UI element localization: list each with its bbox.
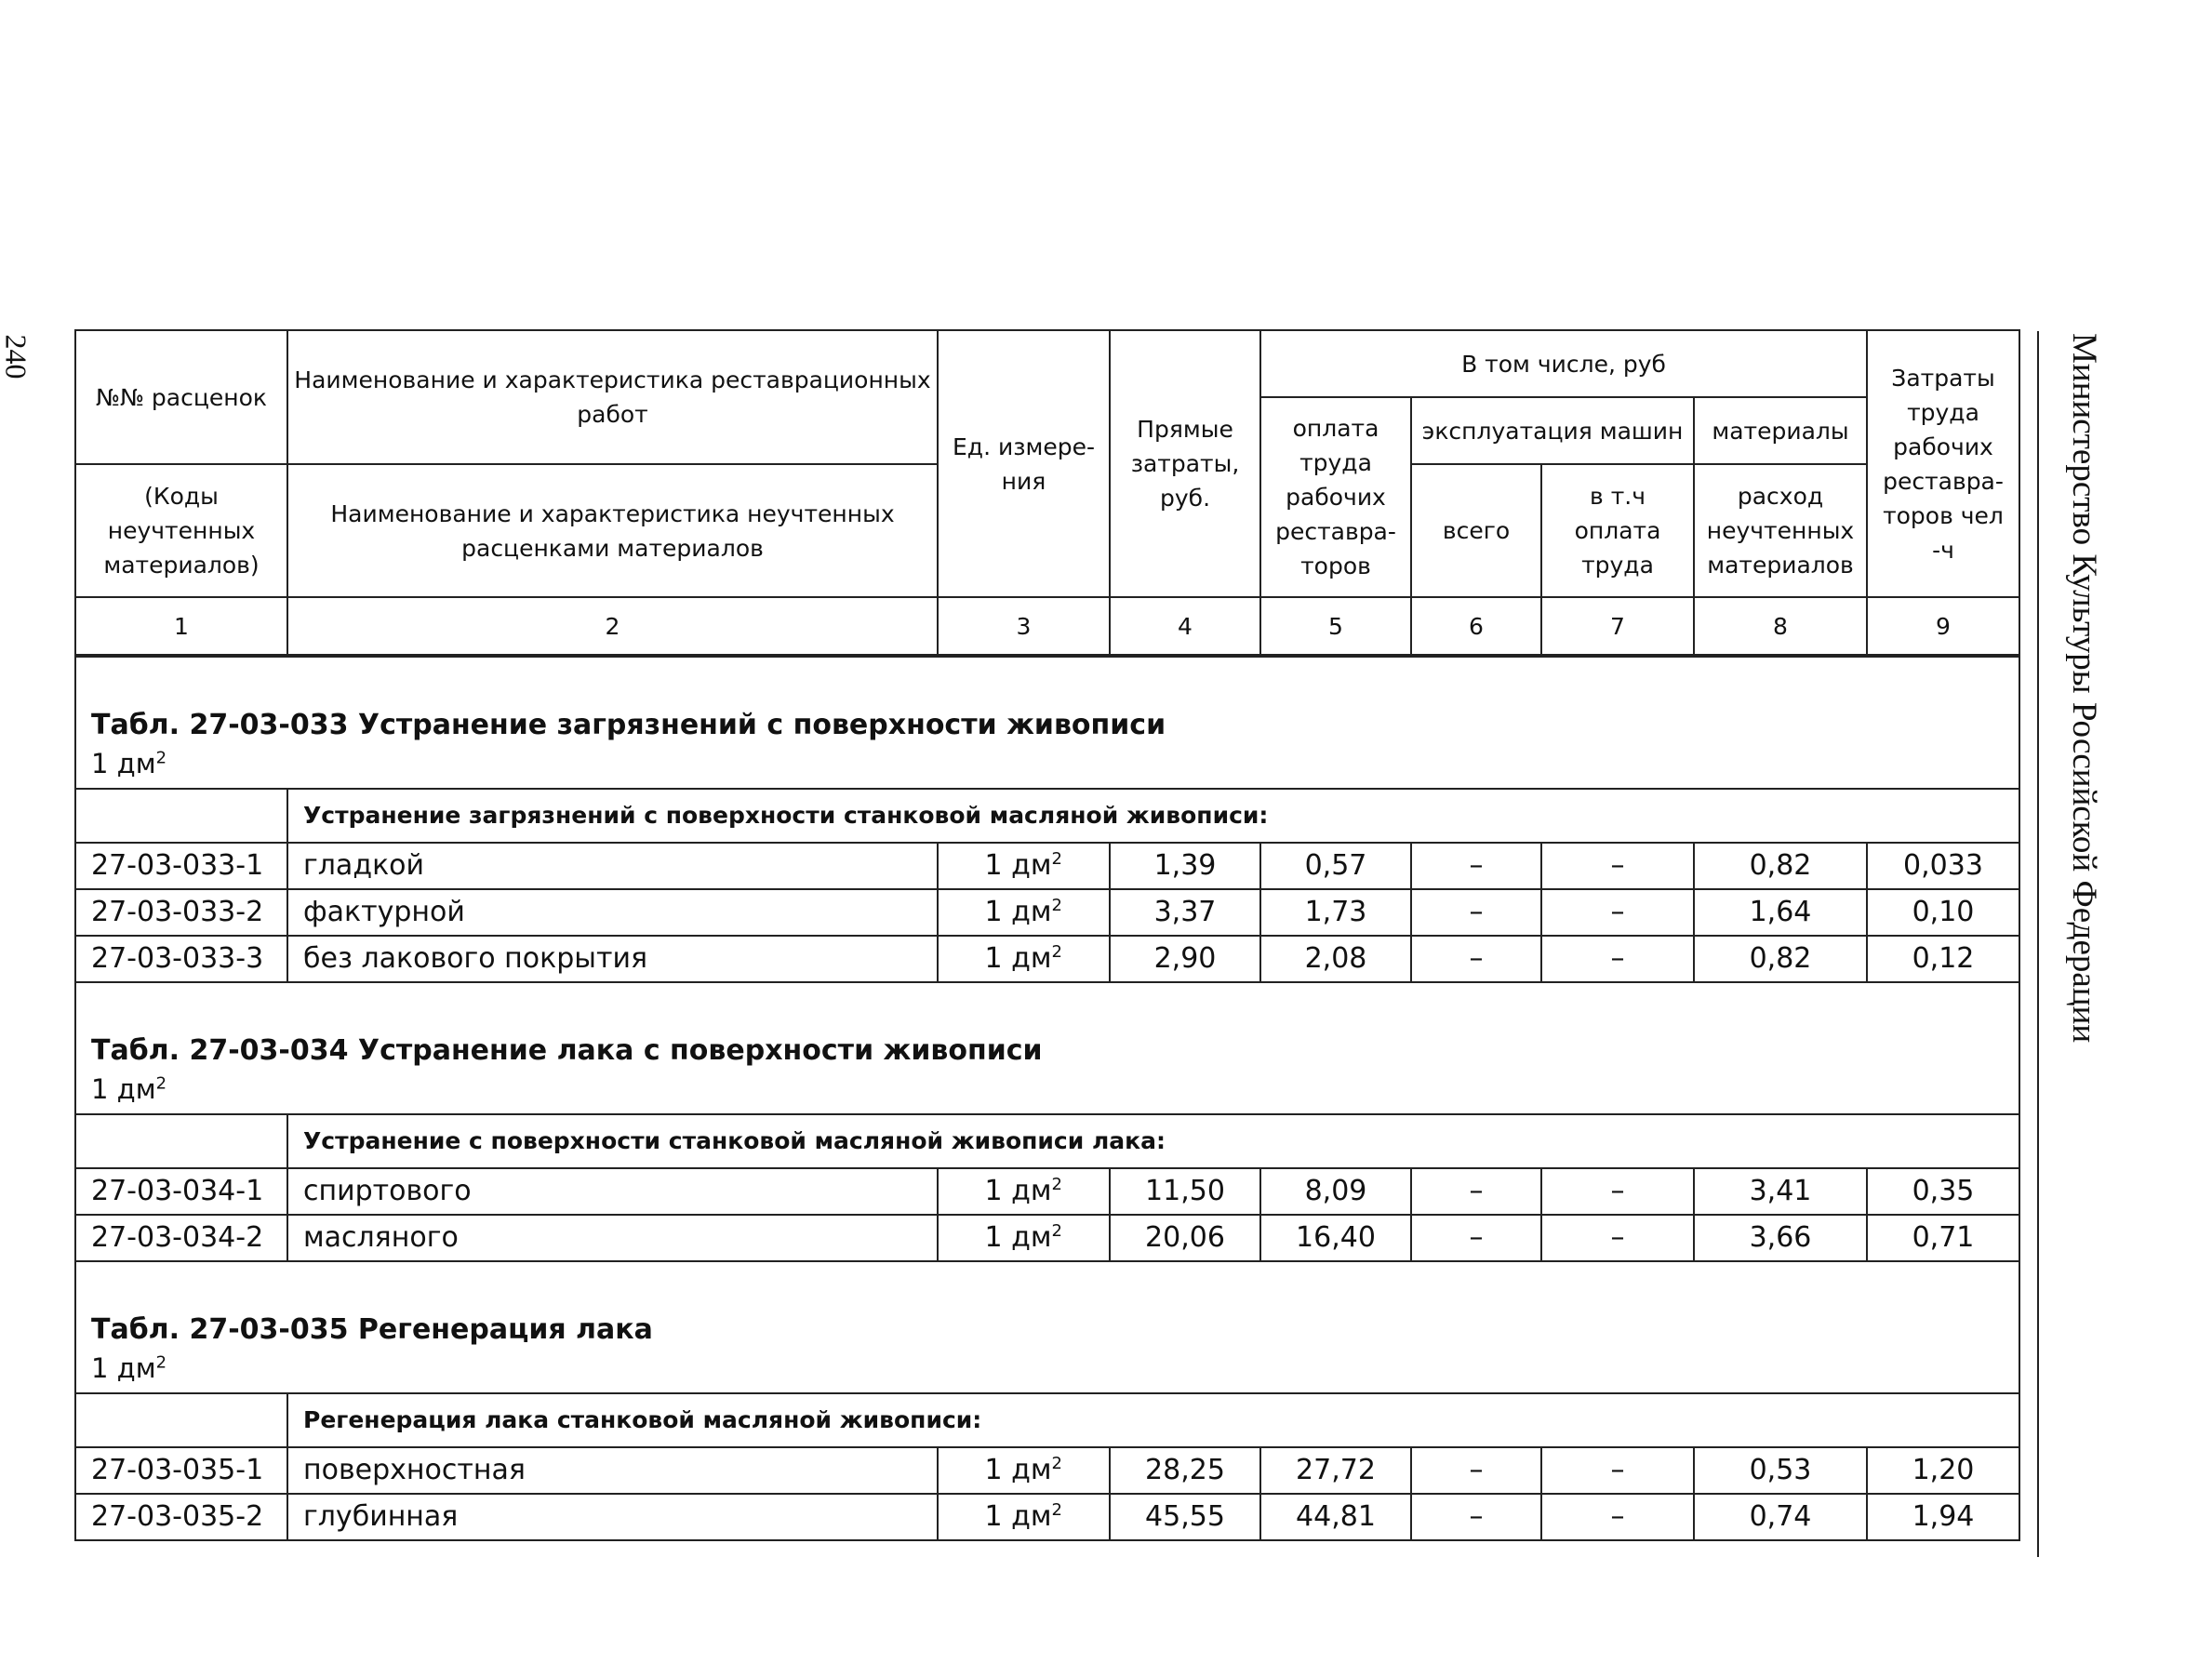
section-header-row [75,982,2019,1114]
header-labor-pay: оплата труда рабочих реставра-торов [1260,397,1411,597]
machines-total: – [1411,1168,1541,1215]
work-name: фактурной [287,889,938,936]
unit-superscript: 2 [1051,942,1062,962]
unit-cell [938,843,1110,889]
rate-code: 27-03-033-2 [75,889,287,936]
header-labor-hours: Затраты труда рабочих реставра-торов чел -ч [1867,330,2019,597]
group-code-cell [75,1114,287,1168]
table-body [75,656,2019,1540]
labor-pay: 44,81 [1260,1494,1411,1540]
section-header [75,656,2019,789]
labor-pay: 27,72 [1260,1447,1411,1494]
materials-consumption: 3,66 [1694,1215,1867,1261]
unit-superscript: 2 [1051,1454,1062,1473]
section-title: Табл. 27-03-033 Устранение загрязнений с поверхности живописи [91,709,1166,741]
side-rule [2037,331,2039,1557]
table-row [75,936,2019,982]
header-material-names: Наименование и характеристика неучтенных расценками материалов [287,464,938,597]
table-row [75,1447,2019,1494]
labor-hours: 1,94 [1867,1494,2019,1540]
column-number: 6 [1411,597,1541,656]
table-header [75,330,2019,656]
section-header-row [75,656,2019,789]
rate-code: 27-03-034-2 [75,1215,287,1261]
group-row [75,789,2019,843]
section-unit-text: 1 дм [91,748,156,779]
labor-hours: 0,10 [1867,889,2019,936]
section-header [75,1261,2019,1393]
direct-costs: 20,06 [1110,1215,1260,1261]
group-title: Устранение загрязнений с поверхности станковой масляной живописи: [287,789,2019,843]
unit-cell [938,1168,1110,1215]
header-rate-number: №№ расценок [75,330,287,464]
page-number: 240 [0,334,33,379]
section-unit-superscript: 2 [155,748,167,768]
unit-text: 1 дм [984,942,1052,975]
work-name: глубинная [287,1494,938,1540]
machines-total: – [1411,936,1541,982]
labor-pay: 0,57 [1260,843,1411,889]
section-unit-superscript: 2 [155,1352,167,1373]
unit-cell [938,889,1110,936]
section-unit [91,1071,2004,1108]
section-unit-superscript: 2 [155,1073,167,1094]
machines-labor: – [1541,936,1694,982]
column-number: 5 [1260,597,1411,656]
table-row [75,1494,2019,1540]
direct-costs: 1,39 [1110,843,1260,889]
unit-cell [938,1494,1110,1540]
side-title: Министерство Культуры Российской Федерации [2065,333,2103,1044]
rate-code: 27-03-035-1 [75,1447,287,1494]
work-name: без лакового покрытия [287,936,938,982]
section-header [75,982,2019,1114]
unit-superscript: 2 [1051,896,1062,915]
header-work-name: Наименование и характеристика реставрационных работ [287,330,938,464]
labor-hours: 0,033 [1867,843,2019,889]
rate-code: 27-03-033-1 [75,843,287,889]
group-code-cell [75,789,287,843]
machines-total: – [1411,889,1541,936]
unit-superscript: 2 [1051,1221,1062,1241]
unit-text: 1 дм [984,896,1052,928]
section-header-row [75,1261,2019,1393]
labor-pay: 8,09 [1260,1168,1411,1215]
header-direct-costs: Прямые затраты, руб. [1110,330,1260,597]
machines-total: – [1411,1494,1541,1540]
machines-labor: – [1541,843,1694,889]
machines-total: – [1411,1447,1541,1494]
group-title: Регенерация лака станковой масляной живописи: [287,1393,2019,1447]
work-name: спиртового [287,1168,938,1215]
unit-text: 1 дм [984,1454,1052,1486]
labor-pay: 2,08 [1260,936,1411,982]
unit-text: 1 дм [984,849,1052,882]
unit-text: 1 дм [984,1500,1052,1533]
labor-hours: 1,20 [1867,1447,2019,1494]
unit-superscript: 2 [1051,1175,1062,1194]
column-number: 9 [1867,597,2019,656]
table-row [75,843,2019,889]
materials-consumption: 0,82 [1694,843,1867,889]
labor-hours: 0,12 [1867,936,2019,982]
section-title: Табл. 27-03-034 Устранение лака с поверхности живописи [91,1034,1043,1067]
unit-text: 1 дм [984,1221,1052,1254]
direct-costs: 11,50 [1110,1168,1260,1215]
group-title: Устранение с поверхности станковой масляной живописи лака: [287,1114,2019,1168]
header-machines-labor: в т.ч оплата труда [1541,464,1694,597]
unit-superscript: 2 [1051,849,1062,869]
unit-cell [938,1215,1110,1261]
group-code-cell [75,1393,287,1447]
header-materials: материалы [1694,397,1867,464]
machines-total: – [1411,1215,1541,1261]
unit-cell [938,1447,1110,1494]
header-materials-consumption: расход неучтенных материалов [1694,464,1867,597]
group-row [75,1114,2019,1168]
labor-pay: 16,40 [1260,1215,1411,1261]
direct-costs: 45,55 [1110,1494,1260,1540]
machines-labor: – [1541,889,1694,936]
column-number: 3 [938,597,1110,656]
rate-code: 27-03-034-1 [75,1168,287,1215]
header-unit: Ед. измере-ния [938,330,1110,597]
machines-labor: – [1541,1168,1694,1215]
column-number: 4 [1110,597,1260,656]
unit-cell [938,936,1110,982]
materials-consumption: 3,41 [1694,1168,1867,1215]
rate-code: 27-03-033-3 [75,936,287,982]
work-name: поверхностная [287,1447,938,1494]
unit-superscript: 2 [1051,1500,1062,1520]
section-unit-text: 1 дм [91,1073,156,1105]
column-number: 1 [75,597,287,656]
machines-labor: – [1541,1447,1694,1494]
direct-costs: 28,25 [1110,1447,1260,1494]
labor-hours: 0,35 [1867,1168,2019,1215]
column-number: 7 [1541,597,1694,656]
materials-consumption: 0,53 [1694,1447,1867,1494]
header-including: В том числе, руб [1260,330,1867,397]
work-name: масляного [287,1215,938,1261]
table-row [75,1215,2019,1261]
materials-consumption: 0,82 [1694,936,1867,982]
column-number: 2 [287,597,938,656]
side-title-container [2061,333,2106,1542]
header-material-codes: (Коды неучтенных материалов) [75,464,287,597]
header-machines: эксплуатация машин [1411,397,1694,464]
rates-table [74,329,2020,1541]
group-row [75,1393,2019,1447]
materials-consumption: 1,64 [1694,889,1867,936]
table-row [75,889,2019,936]
column-number: 8 [1694,597,1867,656]
table-row [75,1168,2019,1215]
direct-costs: 2,90 [1110,936,1260,982]
materials-consumption: 0,74 [1694,1494,1867,1540]
rate-code: 27-03-035-2 [75,1494,287,1540]
unit-text: 1 дм [984,1175,1052,1207]
section-unit-text: 1 дм [91,1352,156,1384]
machines-labor: – [1541,1215,1694,1261]
labor-hours: 0,71 [1867,1215,2019,1261]
labor-pay: 1,73 [1260,889,1411,936]
header-machines-total: всего [1411,464,1541,597]
section-unit [91,1350,2004,1387]
direct-costs: 3,37 [1110,889,1260,936]
section-unit [91,745,2004,782]
section-title: Табл. 27-03-035 Регенерация лака [91,1313,653,1346]
machines-labor: – [1541,1494,1694,1540]
machines-total: – [1411,843,1541,889]
work-name: гладкой [287,843,938,889]
